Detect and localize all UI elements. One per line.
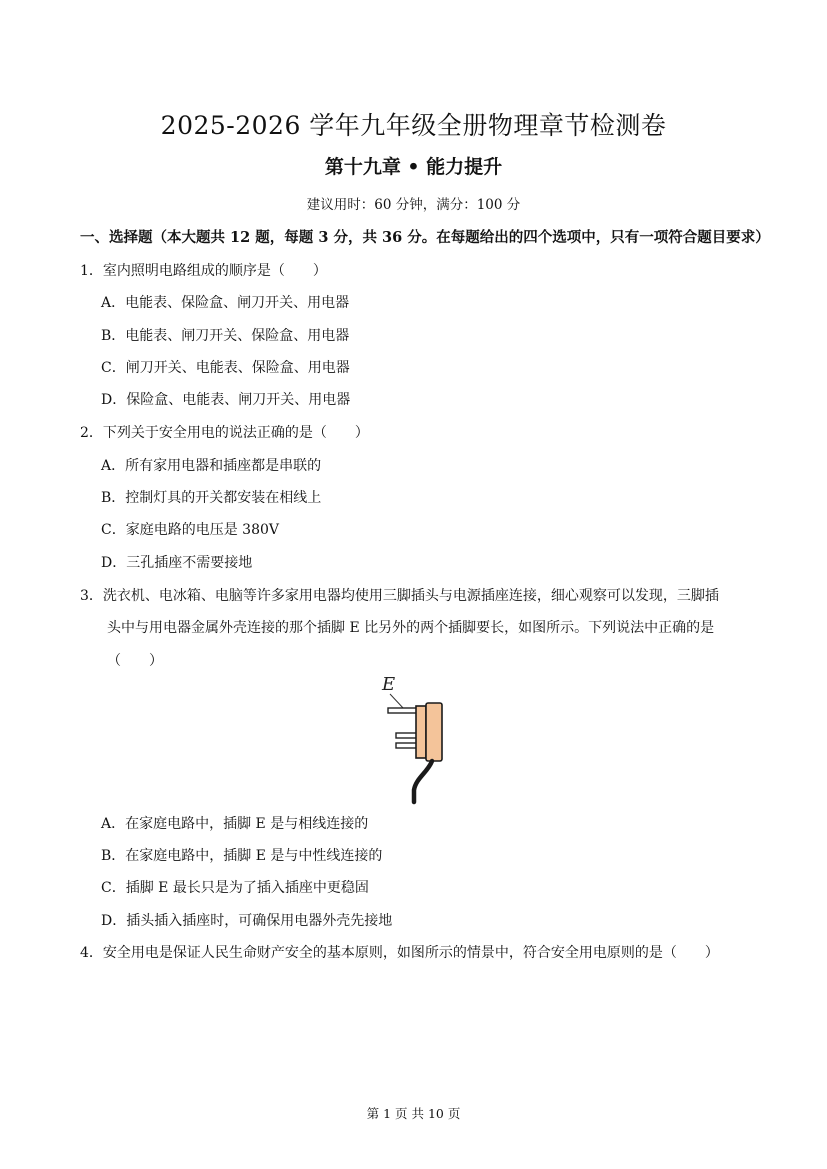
pin-lower-1 [396, 733, 418, 738]
exam-title: 2025-2026 学年九年级全册物理章节检测卷 [160, 111, 667, 140]
question-3-option-a: A．在家庭电路中，插脚 E 是与相线连接的 [101, 816, 369, 832]
plug-cable [414, 761, 432, 802]
plug-pin-e-label: E [382, 674, 396, 695]
question-1-option-b: B．电能表、闸刀开关、保险盒、用电器 [101, 328, 350, 344]
question-3-option-d: D．插头插入插座时，可确保用电器外壳先接地 [101, 913, 393, 929]
question-1-option-c: C．闸刀开关、电能表、保险盒、用电器 [101, 360, 350, 376]
plug-body [426, 703, 442, 761]
time-and-score-note: 建议用时：60 分钟，满分：100 分 [306, 197, 521, 213]
three-pin-plug-figure [376, 668, 456, 808]
question-3-stem-line-2: 头中与用电器金属外壳连接的那个插脚 E 比另外的两个插脚要长，如图所示。下列说法中正确的是 [107, 620, 715, 636]
page-footer: 第 1 页 共 10 页 [366, 1106, 461, 1121]
question-1-option-d: D．保险盒、电能表、闸刀开关、用电器 [101, 392, 351, 408]
question-3-stem-line-3: （ ） [107, 653, 163, 669]
question-3-stem: 3．洗衣机、电冰箱、电脑等许多家用电器均使用三脚插头与电源插座连接，细心观察可以发现，三脚插 [80, 588, 719, 604]
question-4-stem: 4．安全用电是保证人民生命财产安全的基本原则，如图所示的情景中，符合安全用电原则的是（ ） [80, 945, 719, 961]
question-1-stem: 1．室内照明电路组成的顺序是（ ） [80, 263, 327, 279]
question-2-stem: 2．下列关于安全用电的说法正确的是（ ） [80, 425, 369, 441]
question-1-option-a: A．电能表、保险盒、闸刀开关、用电器 [101, 295, 350, 311]
question-2-option-b: B．控制灯具的开关都安装在相线上 [101, 490, 322, 506]
pin-e [388, 708, 418, 713]
question-3-option-c: C．插脚 E 最长只是为了插入插座中更稳固 [101, 880, 369, 896]
section-heading: 一、选择题（本大题共 12 题，每题 3 分，共 36 分。在每题给出的四个选项中，只有一项符合题目要求） [80, 229, 770, 246]
pin-e-pointer-line [390, 694, 404, 709]
chapter-subtitle: 第十九章 • 能力提升 [324, 156, 503, 178]
pin-lower-2 [396, 743, 418, 748]
plug-flange [416, 706, 426, 758]
question-2-option-a: A．所有家用电器和插座都是串联的 [101, 458, 322, 474]
question-2-option-d: D．三孔插座不需要接地 [101, 555, 253, 571]
question-3-option-b: B．在家庭电路中，插脚 E 是与中性线连接的 [101, 848, 383, 864]
question-2-option-c: C．家庭电路的电压是 380V [101, 522, 279, 538]
